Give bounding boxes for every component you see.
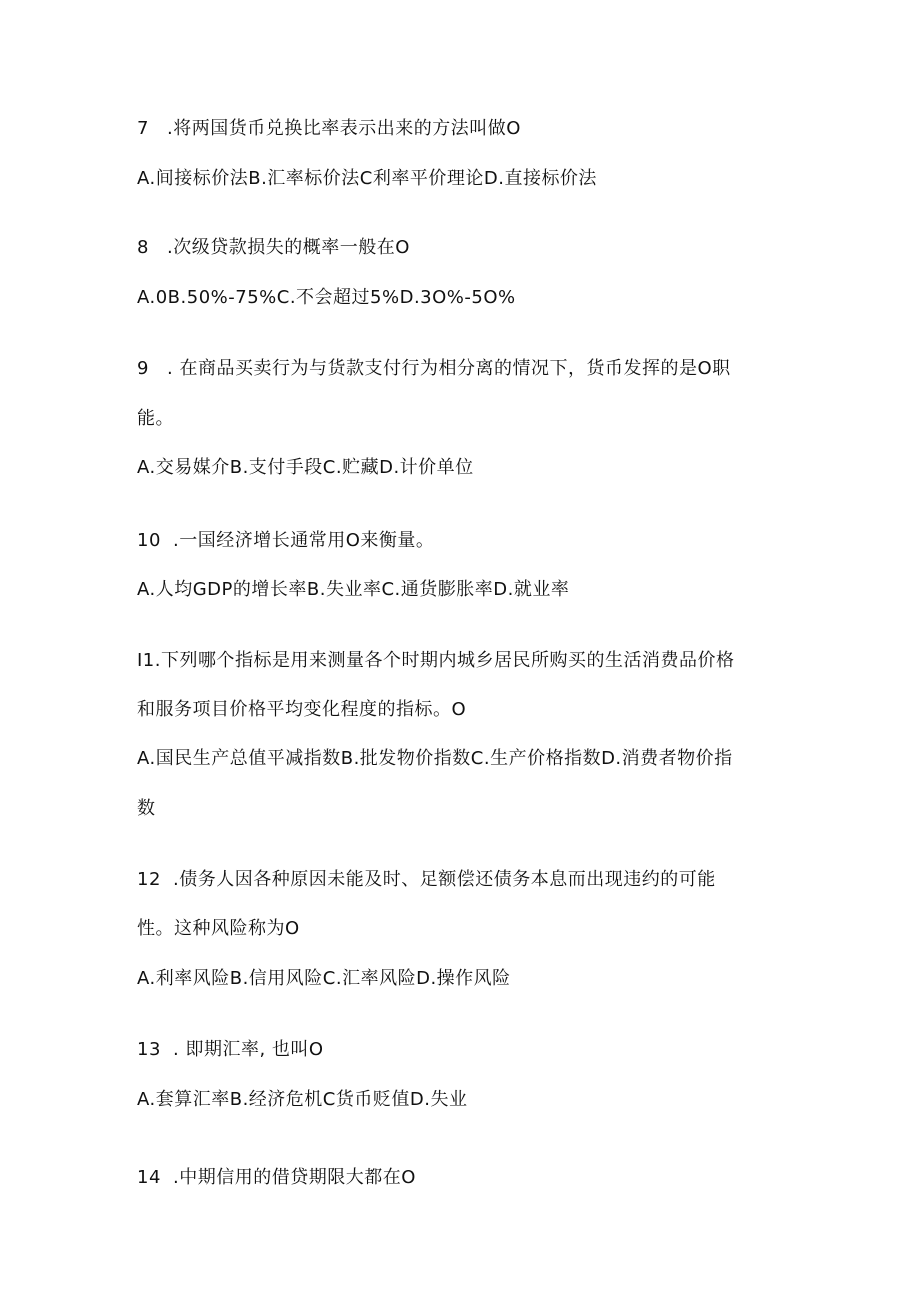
question-text: .中期信用的借贷期限大都在O — [173, 1167, 416, 1188]
question-7-options: A.间接标价法B.汇率标价法C利率平价理论D.直接标价法 — [137, 168, 597, 189]
question-8-options: A.0B.50%-75%C.不会超过5%D.3O%-5O% — [137, 287, 516, 308]
question-11-options: A.国民生产总值平减指数B.批发物价指数C.生产价格指数D.消费者物价指 — [137, 748, 733, 769]
question-text: . 在商品买卖行为与货款支付行为相分离的情况下，货币发挥的是O职 — [167, 358, 731, 379]
question-12-stem-cont: 性。这种风险称为O — [137, 918, 300, 939]
question-number: 12 — [137, 869, 161, 890]
question-number: 8 — [137, 237, 149, 258]
question-text: .将两国货币兑换比率表示出来的方法叫做O — [167, 118, 521, 139]
question-text: .次级贷款损失的概率一般在O — [167, 237, 410, 258]
question-11-stem: I1.下列哪个指标是用来测量各个时期内城乡居民所购买的生活消费品价格 — [137, 650, 735, 671]
question-10-stem — [137, 529, 434, 553]
question-9-options: A.交易媒介B.支付手段C.贮藏D.计价单位 — [137, 457, 474, 478]
question-13-options: A.套算汇率B.经济危机C货币贬值D.失业 — [137, 1089, 468, 1110]
question-7-stem — [137, 117, 521, 141]
question-8-stem — [137, 236, 410, 260]
question-number: 10 — [137, 530, 161, 551]
question-11-stem-cont: 和服务项目价格平均变化程度的指标。O — [137, 699, 467, 720]
question-number: 9 — [137, 358, 149, 379]
question-text: .债务人因各种原因未能及时、足额偿还债务本息而出现违约的可能 — [173, 869, 716, 890]
question-9-stem — [137, 357, 731, 381]
question-10-options: A.人均GDP的增长率B.失业率C.通货膨胀率D.就业率 — [137, 579, 570, 600]
question-14-stem — [137, 1166, 416, 1190]
question-11-options-cont: 数 — [137, 798, 156, 819]
question-number: 13 — [137, 1039, 161, 1060]
question-13-stem — [137, 1038, 324, 1062]
question-number: 14 — [137, 1167, 161, 1188]
question-12-options: A.利率风险B.信用风险C.汇率风险D.操作风险 — [137, 968, 511, 989]
question-text: . 即期汇率, 也叫O — [173, 1039, 324, 1060]
question-9-stem-cont: 能。 — [137, 408, 174, 429]
question-text: .一国经济增长通常用O来衡量。 — [173, 530, 435, 551]
question-12-stem — [137, 868, 716, 892]
question-number: 7 — [137, 118, 149, 139]
